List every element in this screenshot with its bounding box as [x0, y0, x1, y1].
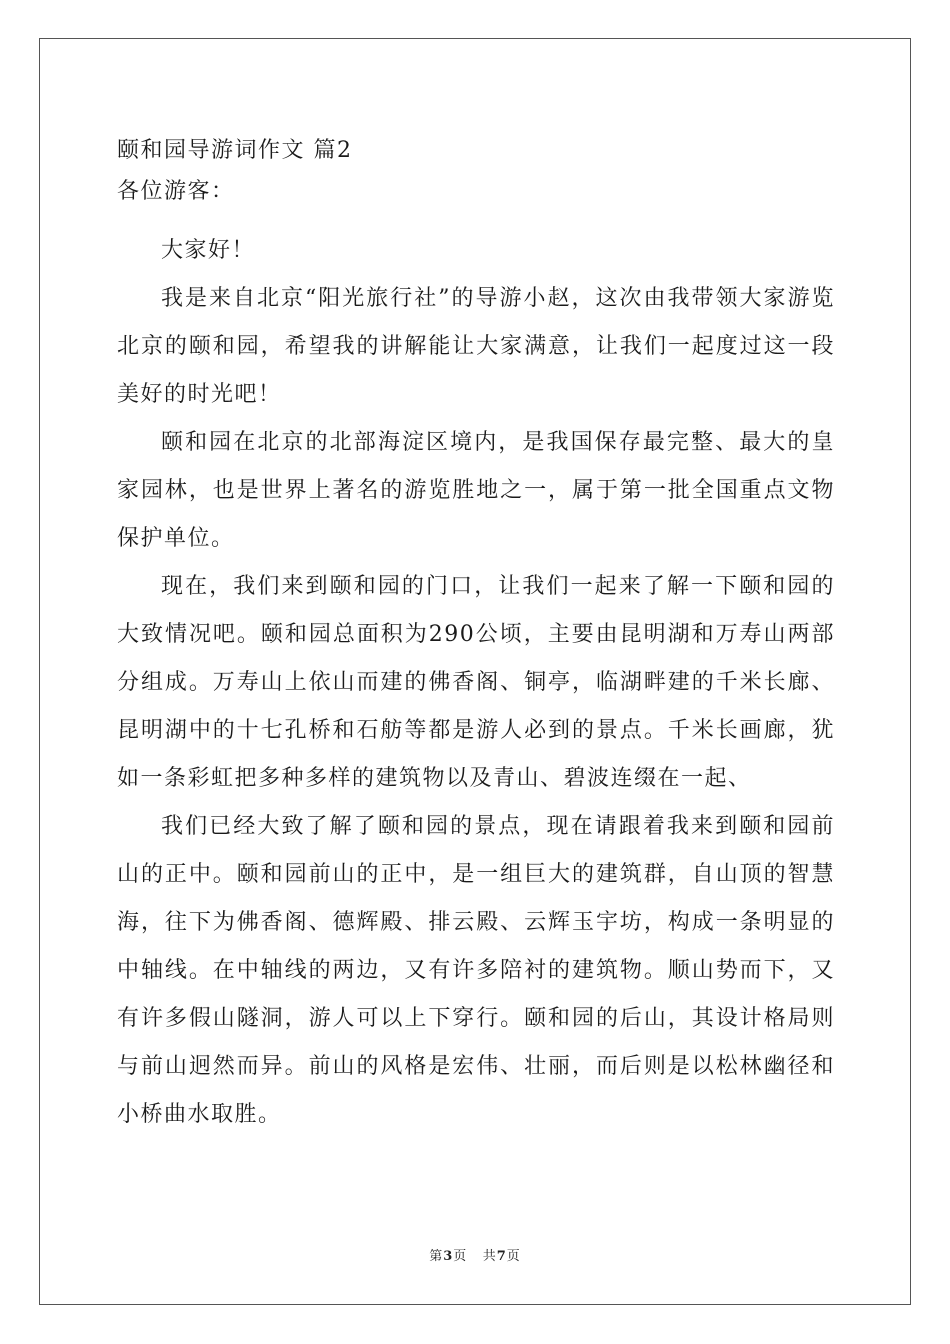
- paragraph: 现在，我们来到颐和园的门口，让我们一起来了解一下颐和园的大致情况吧。颐和园总面积为290公顷，主要由昆明湖和万寿山两部分组成。万寿山上依山而建的佛香阁、铜亭，临湖畔建的千米长廊、昆明湖中的十七孔桥和石舫等都是游人必到的景点。千米长画廊，犹如一条彩虹把多种多样的建筑物以及青山、碧波连缀在一起、: [117, 574, 835, 791]
- total-unit: 页: [506, 1249, 521, 1264]
- document-body: [117, 128, 835, 1139]
- paragraph: 我是来自北京“阳光旅行社”的导游小赵，这次由我带领大家游览北京的颐和园，希望我的讲解能让大家满意，让我们一起度过这一段美好的时光吧！: [117, 286, 835, 407]
- total-pages: 7: [496, 1249, 507, 1264]
- total-prefix: 共: [482, 1249, 497, 1264]
- document-title: 颐和园导游词作文 篇2: [117, 138, 353, 163]
- salutation: 各位游客：: [117, 179, 235, 204]
- paragraph: 我们已经大致了解了颐和园的景点，现在请跟着我来到颐和园前山的正中。颐和园前山的正中，是一组巨大的建筑群，自山顶的智慧海，往下为佛香阁、德辉殿、排云殿、云辉玉宇坊，构成一条明显的中轴线。在中轴线的两边，又有许多陪衬的建筑物。顺山势而下，又有许多假山隧洞，游人可以上下穿行。颐和园的后山，其设计格局则与前山迥然而异。前山的风格是宏伟、壮丽，而后则是以松林幽径和小桥曲水取胜。: [117, 814, 835, 1127]
- page-unit: 页: [453, 1249, 468, 1264]
- page-number: 3: [443, 1249, 454, 1264]
- page-footer: [0, 1245, 950, 1264]
- paragraph: 大家好！: [161, 238, 256, 263]
- paragraph: 颐和园在北京的北部海淀区境内，是我国保存最完整、最大的皇家园林，也是世界上著名的游览胜地之一，属于第一批全国重点文物保护单位。: [117, 430, 835, 551]
- page-prefix: 第: [429, 1249, 444, 1264]
